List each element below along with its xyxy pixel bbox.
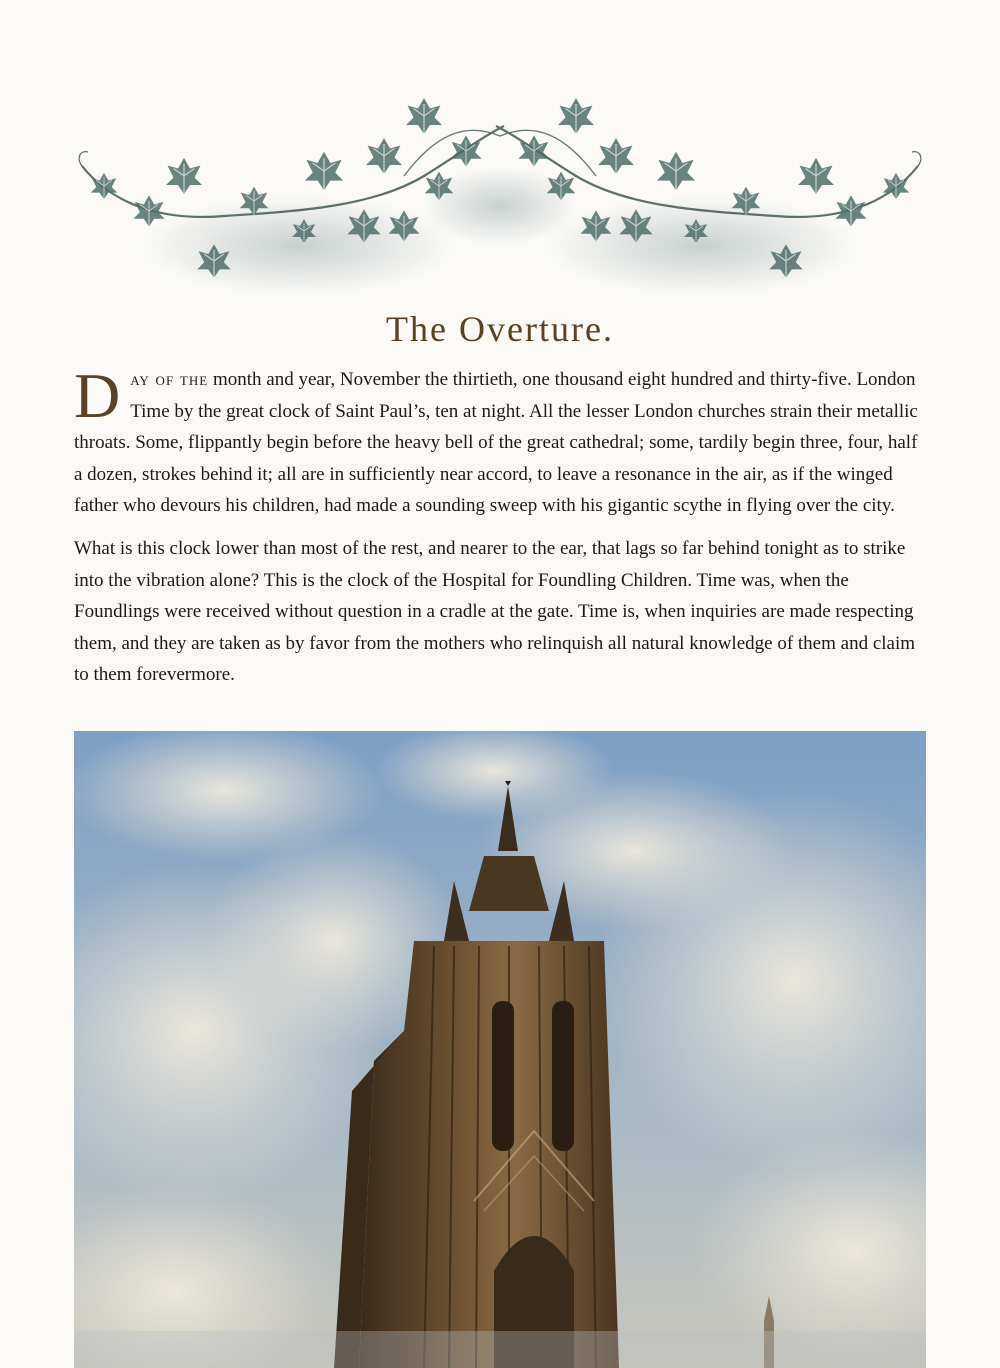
- paragraph-1-text: month and year, November the thirtieth, one thousand eight hundred and thirty-five. London Time by the great clock of Saint Paul’s, ten at night. All the lesser London churches strain their metallic throats. Some, flippantly begin before the heavy bell of the great cathedral; some, tardily begin three, four, half a dozen, strokes behind it; all are in sufficiently near accord, to leave a resonance in the air, as if the winged father who devours his children, had made a sounding sweep with his gigantic scythe in flying over the city.: [74, 369, 918, 517]
- cathedral-painting: [74, 731, 926, 1368]
- paragraph-1: [74, 360, 926, 522]
- small-caps-lead: ay of the: [130, 369, 209, 390]
- paragraph-2: What is this clock lower than most of the rest, and nearer to the ear, that lags so far behind tonight as to strike into the vibration alone? This is the clock of the Hospital for Foundling Children. Time was, when the Foundlings were received without question in a cradle at the gate. Time is, when inquiries are made respecting them, and they are taken as by favor from the mothers who relinquish all natural knowledge of them and claim to them forevermore.: [74, 537, 916, 686]
- chapter-text: [74, 360, 926, 702]
- drop-cap: D: [74, 360, 121, 431]
- ivy-ornament: [74, 96, 926, 310]
- chapter-title: The Overture.: [386, 309, 614, 349]
